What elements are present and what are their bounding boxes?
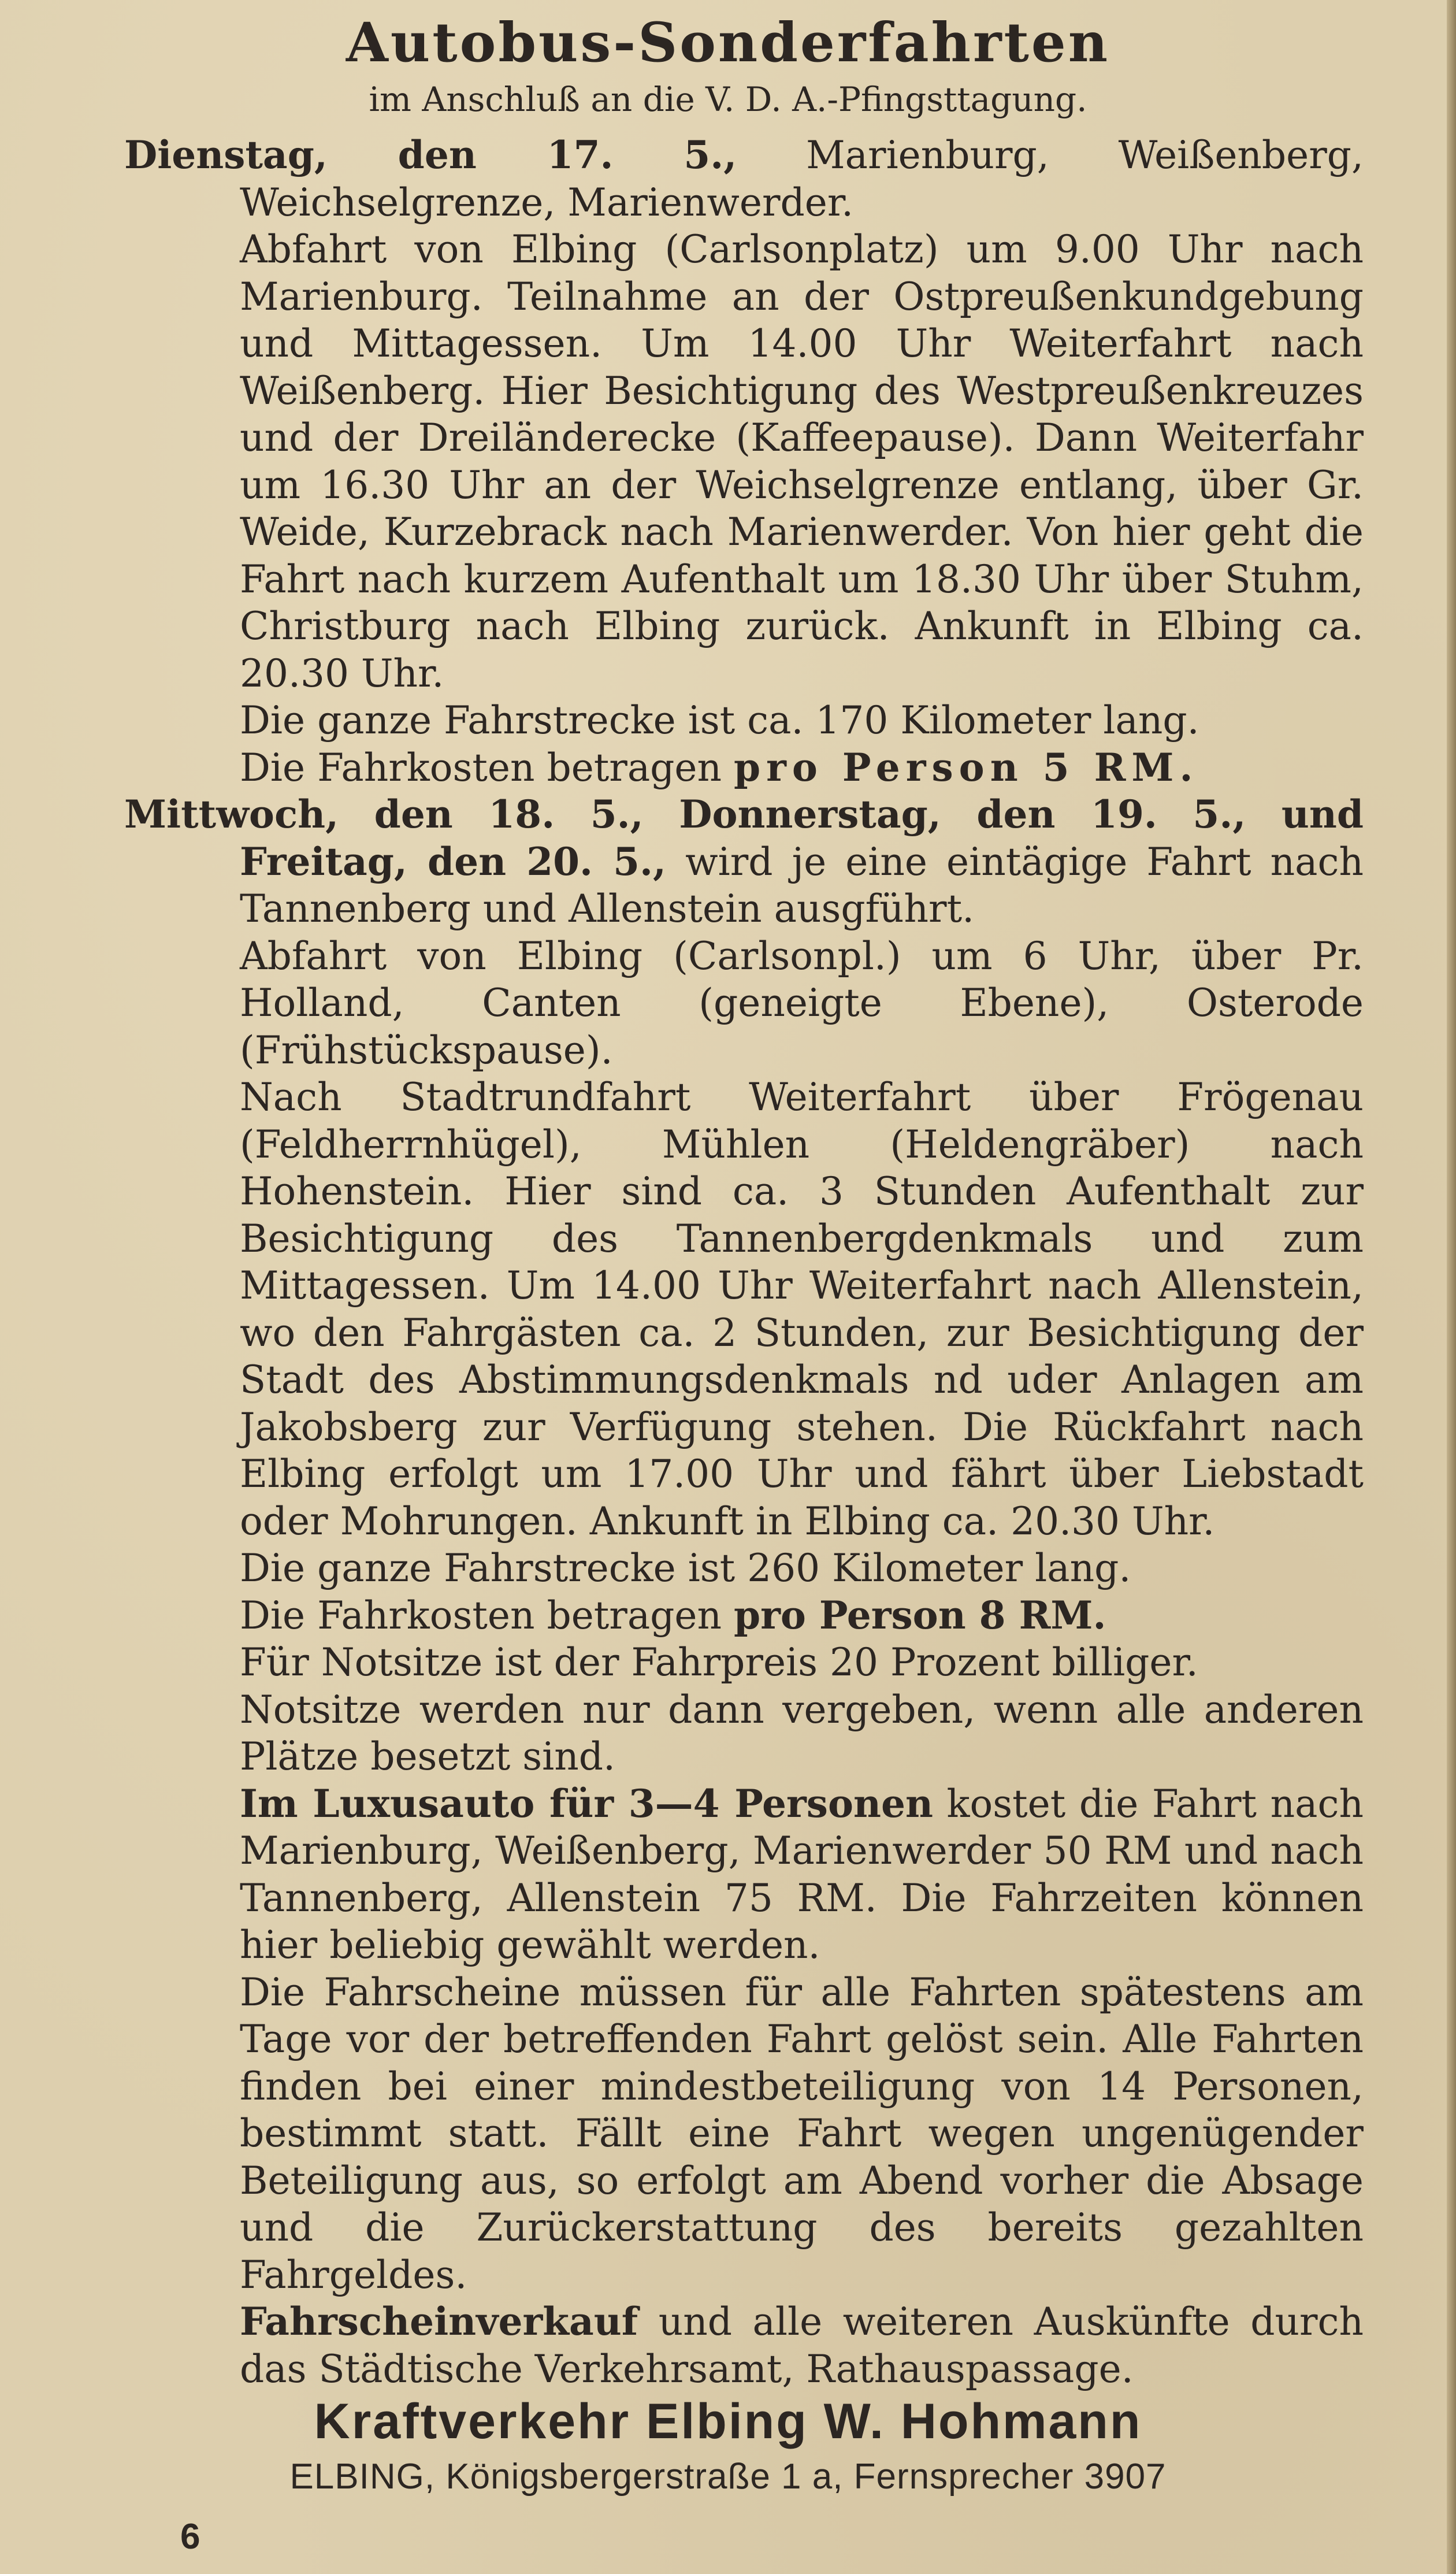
- trip1-distance: Die ganze Fahrstrecke ist ca. 170 Kilometer lang.: [240, 698, 1199, 743]
- luxury-label: Im Luxusauto für 3—4 Personen: [240, 1781, 933, 1826]
- trip1-cost: [124, 744, 1364, 792]
- trip2-cost-prefix: Die Fahrkosten betragen: [240, 1593, 734, 1638]
- trip2-intro: wird je eine eintägige Fahrt nach Tannenberg und Allenstein ausgführt.: [240, 839, 1364, 931]
- sales-label: Fahrscheinverkauf: [240, 2299, 638, 2344]
- trip1-cost-value: pro Person 5 RM.: [733, 744, 1199, 790]
- trip1-heading: [124, 132, 1364, 226]
- page-title: Autobus-Sonderfahrten: [346, 11, 1110, 75]
- ticket-conditions: Die Fahrscheine müssen für alle Fahrten spätestens am Tage vor der betreffenden Fahrt gelöst sein. Alle Fahrten finden bei einer mindestbeteiligung von 14 Personen, bestimmt statt. Fällt eine Fahrt wegen ungenügender Beteiligung aus, so erfolgt am Abend vorher die Absage und die Zurückerstattung des bereits gezahlten Fahrgeldes.: [240, 1970, 1364, 2297]
- page-number: 6: [180, 2517, 200, 2557]
- page-subtitle: im Anschluß an die V. D. A.-Pfingsttagung.: [369, 80, 1087, 119]
- article-body: [124, 132, 1364, 2393]
- page-edge: [1447, 0, 1456, 2574]
- notsitz-rule: Notsitze werden nur dann vergeben, wenn alle anderen Plätze besetzt sind.: [240, 1687, 1364, 1779]
- trip1-details: Abfahrt von Elbing (Carlsonplatz) um 9.00 Uhr nach Marienburg. Teilnahme an der Ostpreußenkundgebung und Mittagessen. Um 14.00 Uhr Weiterfahrt nach Weißenberg. Hier Besichtigung des Westpreußenkreuzes und der Dreiländerecke (Kaffeepause). Dann Weiterfahr um 16.30 Uhr an der Weichselgrenze entlang, über Gr. Weide, Kurzebrack nach Marienwerder. Von hier geht die Fahrt nach kurzem Aufenthalt um 18.30 Uhr über Stuhm, Christburg nach Elbing zurück. Ankunft in Elbing ca. 20.30 Uhr.: [240, 227, 1364, 696]
- trip2-cost: [124, 1592, 1364, 1640]
- trip1-cost-prefix: Die Fahrkosten betragen: [240, 745, 734, 790]
- luxury-offer: [124, 1781, 1364, 1969]
- trip2-heading: [124, 791, 1364, 933]
- trip2-departure: Abfahrt von Elbing (Carlsonpl.) um 6 Uhr, über Pr. Holland, Canten (geneigte Ebene), Osterode (Frühstückspause).: [240, 933, 1364, 1073]
- luxury-text: kostet die Fahrt nach Marienburg, Weißenberg, Marienwerder 50 RM und nach Tannenberg, Allenstein 75 RM. Die Fahrzeiten können hier beliebig gewählt werden.: [240, 1781, 1364, 1967]
- trip1-route: Marienburg, Weißenberg, Weichselgrenze, Marienwerder.: [240, 133, 1364, 225]
- trip1-day: Dienstag, den 17. 5.,: [124, 132, 737, 177]
- trip2-distance: Die ganze Fahrstrecke ist 260 Kilometer lang.: [240, 1546, 1131, 1590]
- company-name: Kraftverkehr Elbing W. Hohmann: [314, 2394, 1142, 2449]
- trip2-details: Nach Stadtrundfahrt Weiterfahrt über Frögenau (Feldherrnhügel), Mühlen (Heldengräber) nach Hohenstein. Hier sind ca. 3 Stunden Aufenthalt zur Besichtigung des Tannenbergdenkmals und zum Mittagessen. Um 14.00 Uhr Weiterfahrt nach Allenstein, wo den Fahrgästen ca. 2 Stunden, zur Besichtigung der Stadt des Abstimmungsdenkmals nd uder Anlagen am Jakobsberg zur Verfügung stehen. Die Rückfahrt nach Elbing erfolgt um 17.00 Uhr und fährt über Liebstadt oder Mohrungen. Ankunft in Elbing ca. 20.30 Uhr.: [240, 1075, 1364, 1544]
- trip2-days: Mittwoch, den 18. 5., Donnerstag, den 19. 5., und Freitag, den 20. 5.,: [124, 792, 1364, 884]
- company-address: ELBING, Königsbergerstraße 1 a, Fernsprecher 3907: [289, 2457, 1167, 2497]
- sales-text: und alle weiteren Auskünfte durch das Städtische Verkehrsamt, Rathauspassage.: [240, 2299, 1364, 2391]
- ticket-sales: [124, 2298, 1364, 2393]
- notsitz-price: Für Notsitze ist der Fahrpreis 20 Prozent billiger.: [240, 1640, 1198, 1685]
- trip2-cost-value: pro Person 8 RM.: [733, 1592, 1106, 1638]
